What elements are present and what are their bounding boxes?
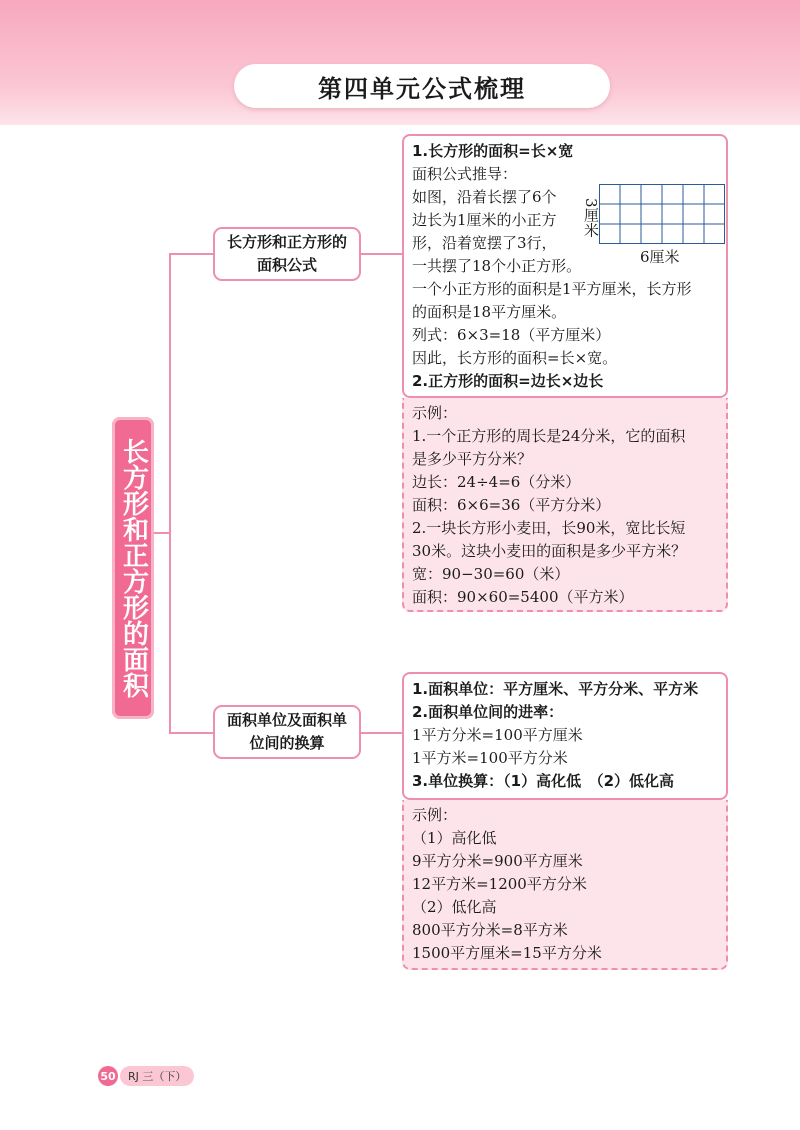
example-line: 示例： <box>412 806 458 824</box>
example-line: 1500平方厘米=15平方分米 <box>412 944 602 962</box>
example-line: 12平方米=1200平方分米 <box>412 875 587 893</box>
formula-line: 列式：6×3=18（平方厘米） <box>412 326 611 344</box>
units-line: 1平方分米=100平方厘米 <box>412 726 583 744</box>
example-line: （2）低化高 <box>412 898 497 916</box>
page-footer <box>98 1066 194 1086</box>
units-line: 2.面积单位间的进率： <box>412 703 564 721</box>
example-line: 宽：90−30=60（米） <box>412 565 570 583</box>
example-line: （1）高化低 <box>412 829 497 847</box>
example-line: 是多少平方分米？ <box>412 450 533 468</box>
units-line: 3.单位换算：（1）高化低 （2）低化高 <box>412 772 675 790</box>
formula-line: 1.长方形的面积=长×宽 <box>412 142 574 160</box>
sub-topic-area-formula <box>213 227 361 281</box>
sub-topic-label: 长方形和正方形的面积公式 <box>227 233 348 274</box>
formula-line: 的面积是18平方厘米。 <box>412 303 567 321</box>
formula-line: 一共摆了18个小正方形。 <box>412 257 582 275</box>
connector-content1 <box>361 253 402 255</box>
formula-line: 一个小正方形的面积是1平方厘米，长方形 <box>412 280 692 298</box>
example-line: 面积：6×6=36（平方分米） <box>412 496 611 514</box>
formula-box <box>402 134 728 398</box>
connector-main <box>154 532 170 534</box>
connector-content2 <box>361 732 402 734</box>
sub-topic-area-units <box>213 705 361 759</box>
edition-label: RJ 三（下） <box>120 1066 194 1086</box>
formula-line: 形，沿着宽摆了3行， <box>412 234 557 252</box>
units-box <box>402 672 728 800</box>
formula-line: 因此，长方形的面积=长×宽。 <box>412 349 618 367</box>
page-title: 第四单元公式梳理 <box>234 64 610 108</box>
rect-width-label: 3厘米 <box>582 198 600 238</box>
example-box-1 <box>402 398 728 612</box>
sub-topic-label: 面积单位及面积单位间的换算 <box>227 711 348 752</box>
connector-sub1 <box>169 253 213 255</box>
example-line: 800平方分米=8平方米 <box>412 921 568 939</box>
example-line: 边长：24÷4=6（分米） <box>412 473 581 491</box>
example-line: 30米。这块小麦田的面积是多少平方米？ <box>412 542 687 560</box>
page-number: 50 <box>98 1066 118 1086</box>
example-line: 9平方分米=900平方厘米 <box>412 852 583 870</box>
example-line: 1.一个正方形的周长是24分米，它的面积 <box>412 427 686 445</box>
rect-length-label: 6厘米 <box>640 248 680 266</box>
example-box-2 <box>402 800 728 970</box>
units-line: 1平方米=100平方分米 <box>412 749 568 767</box>
formula-line: 如图，沿着长摆了6个 <box>412 188 557 206</box>
example-line: 面积：90×60=5400（平方米） <box>412 588 634 606</box>
connector-sub2 <box>169 732 213 734</box>
example-line: 示例： <box>412 404 458 422</box>
formula-line: 面积公式推导： <box>412 165 518 183</box>
formula-line: 边长为1厘米的小正方 <box>412 211 557 229</box>
rectangle-grid-figure <box>599 184 725 244</box>
example-line: 2.一块长方形小麦田，长90米，宽比长短 <box>412 519 686 537</box>
connector-trunk <box>169 253 171 734</box>
formula-line: 2.正方形的面积=边长×边长 <box>412 372 604 390</box>
units-line: 1.面积单位：平方厘米、平方分米、平方米 <box>412 680 699 698</box>
main-topic: 长方形和正方形的面积 <box>112 417 154 719</box>
